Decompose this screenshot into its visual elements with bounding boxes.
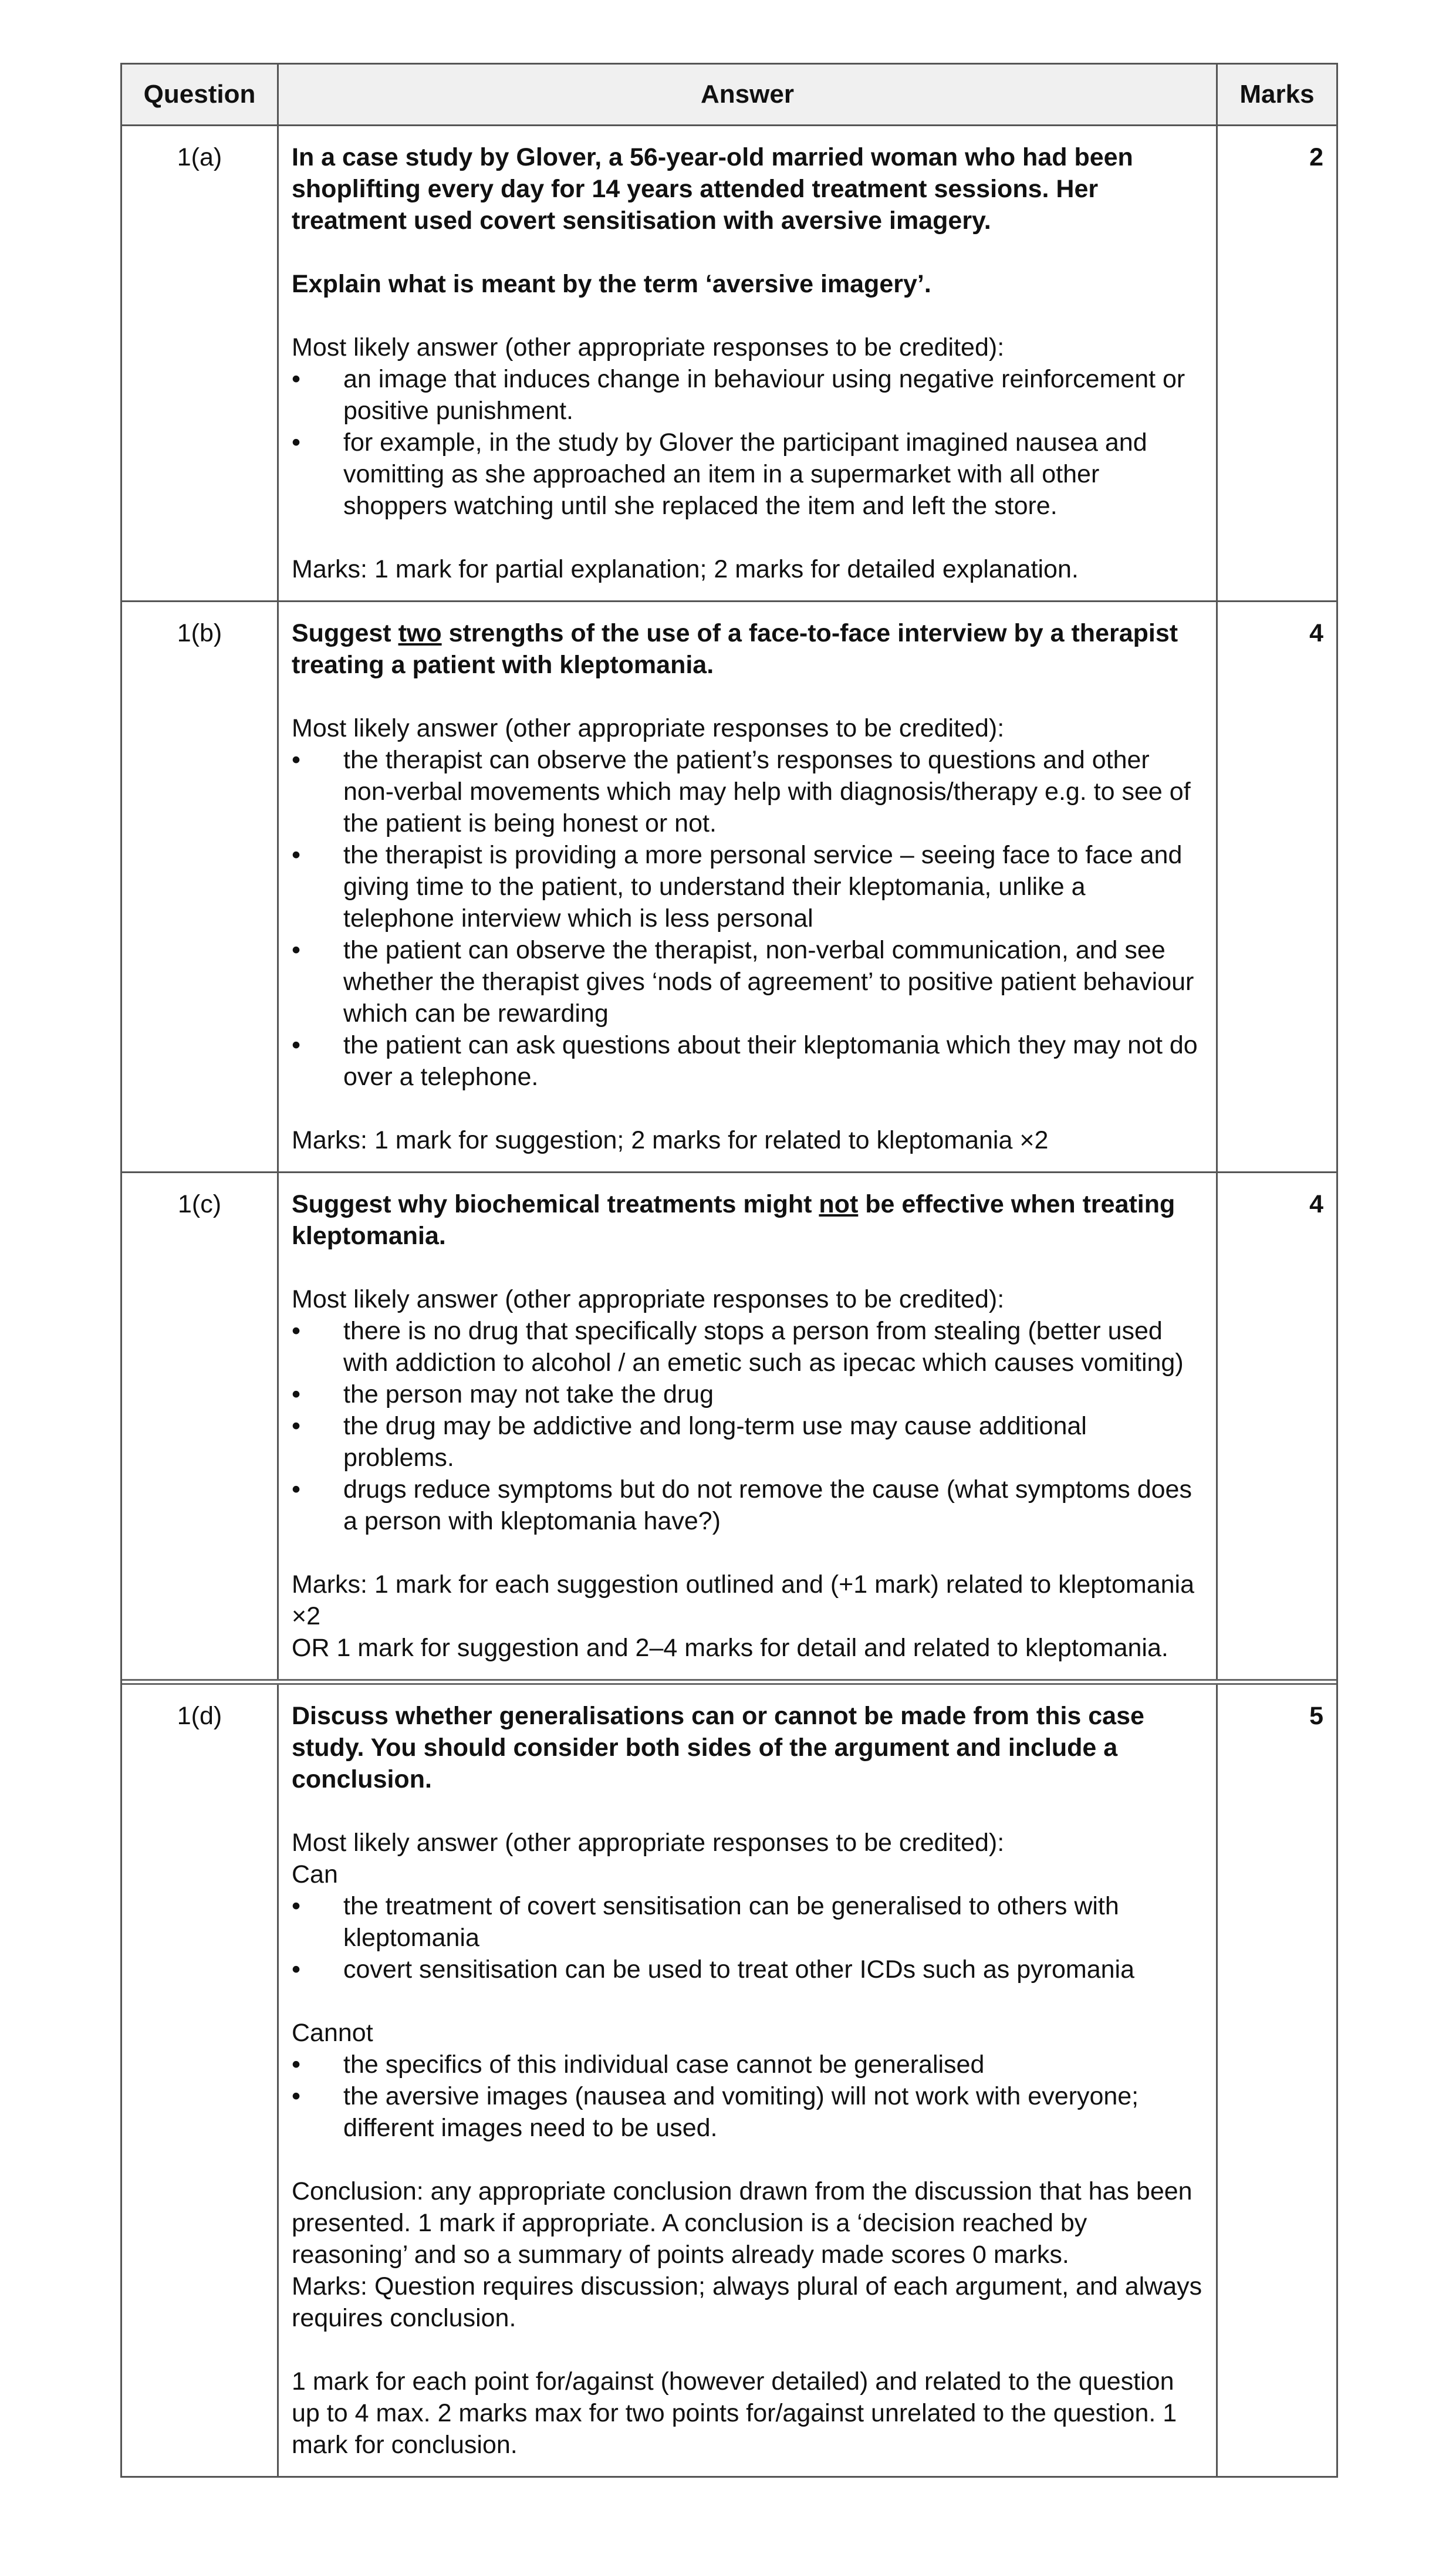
- question-number: 1(d): [122, 1685, 279, 2476]
- list-item: • for example, in the study by Glover the participant imagined nausea and vomitting as she approached an item in a supermarket with all other shoppers watching until she replaced the item and left the store.: [292, 427, 1203, 522]
- answer-intro: Most likely answer (other appropriate responses to be credited):: [292, 333, 1005, 362]
- marks-value: 2: [1309, 143, 1323, 171]
- answer-bullets: [292, 363, 1203, 522]
- list-item: • the patient can observe the therapist, non-verbal communication, and see whether the therapist gives ‘nods of agreement’ to positive patient behaviour which can be rewarding: [292, 934, 1203, 1029]
- can-label: Can: [292, 1860, 338, 1889]
- list-item: • the person may not take the drug: [292, 1379, 1203, 1410]
- prompt-underlined: two: [398, 619, 442, 647]
- conclusion-text: Conclusion: any appropriate conclusion drawn from the discussion that has been presented. 1 mark if appropriate. A conclusion is a ‘decision reached by reasoning’ and so a summary of points already made scores 0 marks.: [292, 2177, 1192, 2269]
- question-prompt-task: Explain what is meant by the term ‘aversive imagery’.: [292, 270, 931, 298]
- answer-cell: [279, 1685, 1218, 2476]
- table-header-row: [122, 65, 1336, 124]
- answer-bullets: [292, 744, 1203, 1093]
- prompt-post: be effective when treating kleptomania.: [292, 1190, 1175, 1250]
- prompt-underlined: not: [819, 1190, 859, 1218]
- mark-scheme-table: [120, 63, 1338, 2478]
- list-item: • the therapist is providing a more personal service – seeing face to face and giving time to the patient, to understand their kleptomania, unlike a telephone interview which is less personal: [292, 839, 1203, 934]
- list-item: • the drug may be addictive and long-term use may cause additional problems.: [292, 1410, 1203, 1474]
- question-number: 1(b): [122, 602, 279, 1171]
- table-row-1a: [122, 124, 1336, 600]
- cannot-label: Cannot: [292, 2019, 373, 2047]
- table-row-1b: [122, 600, 1336, 1171]
- question-number: 1(c): [122, 1173, 279, 1679]
- marking-guidance-alt: OR 1 mark for suggestion and 2–4 marks for detail and related to kleptomania.: [292, 1634, 1168, 1662]
- list-item: • the patient can ask questions about their kleptomania which they may not do over a telephone.: [292, 1029, 1203, 1093]
- prompt-post: strengths of the use of a face-to-face interview by a therapist treating a patient with kleptomania.: [292, 619, 1178, 679]
- marks-value: 4: [1309, 619, 1323, 647]
- question-prompt: In a case study by Glover, a 56-year-old married woman who had been shoplifting every day for 14 years attended treatment sessions. Her treatment used covert sensitisation with aversive imagery.: [292, 143, 1133, 235]
- list-item: • there is no drug that specifically stops a person from stealing (better used with addiction to alcohol / an emetic such as ipecac which causes vomiting): [292, 1315, 1203, 1379]
- question-prompt: [292, 1188, 1203, 1252]
- question-prompt: [292, 617, 1203, 681]
- marking-guidance: Marks: 1 mark for partial explanation; 2 marks for detailed explanation.: [292, 555, 1079, 583]
- prompt-pre: Suggest: [292, 619, 398, 647]
- answer-cell: [279, 1173, 1218, 1679]
- marks-value: 4: [1309, 1190, 1323, 1218]
- question-number: 1(a): [122, 126, 279, 600]
- marking-guidance: Marks: 1 mark for suggestion; 2 marks for related to kleptomania ×2: [292, 1126, 1049, 1154]
- answer-bullets: [292, 1315, 1203, 1537]
- marking-guidance: Marks: 1 mark for each suggestion outlined and (+1 mark) related to kleptomania ×2: [292, 1570, 1195, 1630]
- list-item: • covert sensitisation can be used to treat other ICDs such as pyromania: [292, 1954, 1203, 1985]
- list-item: • an image that induces change in behaviour using negative reinforcement or positive punishment.: [292, 363, 1203, 427]
- list-item: • the treatment of covert sensitisation can be generalised to others with kleptomania: [292, 1890, 1203, 1954]
- marking-guidance: Marks: Question requires discussion; always plural of each argument, and always requires conclusion.: [292, 2272, 1202, 2332]
- question-prompt: Discuss whether generalisations can or cannot be made from this case study. You should consider both sides of the argument and include a conclusion.: [292, 1702, 1144, 1793]
- list-item: • drugs reduce symptoms but do not remove the cause (what symptoms does a person with kleptomania have?): [292, 1474, 1203, 1537]
- header-question: Question: [122, 65, 279, 124]
- answer-cell: [279, 126, 1218, 600]
- list-item: • the therapist can observe the patient’s responses to questions and other non-verbal movements which may help with diagnosis/therapy e.g. to see of the patient is being honest or not.: [292, 744, 1203, 839]
- answer-intro: Most likely answer (other appropriate responses to be credited):: [292, 1285, 1005, 1313]
- prompt-pre: Suggest why biochemical treatments might: [292, 1190, 819, 1218]
- list-item: • the specifics of this individual case cannot be generalised: [292, 2049, 1203, 2080]
- list-item: • the aversive images (nausea and vomiting) will not work with everyone; different images need to be used.: [292, 2080, 1203, 2144]
- table-row-1d: [122, 1679, 1336, 2476]
- can-bullets: [292, 1890, 1203, 1985]
- header-answer: Answer: [279, 65, 1218, 124]
- table-row-1c: [122, 1171, 1336, 1679]
- answer-cell: [279, 602, 1218, 1171]
- cannot-bullets: [292, 2049, 1203, 2144]
- marking-guidance-alt: 1 mark for each point for/against (however detailed) and related to the question up to 4 max. 2 marks max for two points for/against unrelated to the question. 1 mark for conclusion.: [292, 2367, 1177, 2459]
- header-marks: Marks: [1239, 80, 1315, 109]
- answer-intro: Most likely answer (other appropriate responses to be credited):: [292, 1829, 1005, 1857]
- answer-intro: Most likely answer (other appropriate responses to be credited):: [292, 714, 1005, 742]
- marks-value: 5: [1309, 1702, 1323, 1730]
